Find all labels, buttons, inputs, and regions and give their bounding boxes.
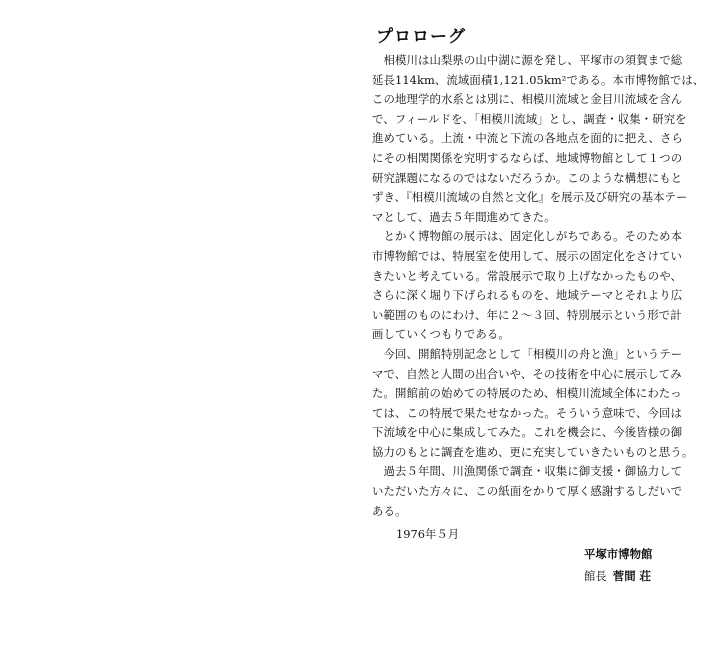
body-text-line: いただいた方々に、この紙面をかりて厚く感謝するしだいで (372, 484, 683, 499)
body-text-line: た。開館前の始めての特展のため、相模川流域全体にわたっ (372, 386, 682, 401)
body-text-line: 今回、開館特別記念として「相模川の舟と漁」というテー (372, 346, 683, 361)
body-text-line: 延長114km、流域面積1,121.05km²である。本市博物館では、 (372, 72, 705, 87)
page-title: プロローグ (376, 27, 466, 47)
body-text-line: ずき、『相模川流域の自然と文化』を展示及び研究の基本テー (372, 190, 688, 205)
body-text-line: 協力のもとに調査を進め、更に充実していきたいものと思う。 (372, 444, 694, 459)
date-line: 1976年５月 (396, 527, 460, 541)
body-text-line: 市博物館では、特展室を使用して、展示の固定化をさけてい (372, 248, 683, 263)
body-text-line: 画していくつもりである。 (372, 327, 510, 342)
organization-name: 平塚市博物館 (584, 547, 653, 561)
body-text-line: で、フィールドを、「相模川流域」とし、調査・収集・研究を (372, 111, 687, 126)
body-text-line: とかく博物館の展示は、固定化しがちである。そのため本 (372, 229, 683, 244)
signature-name: 菅間 荘 (612, 569, 651, 583)
body-text-line: きたいと考えている。常設展示で取り上げなかったものや、 (372, 268, 683, 283)
prologue-body (372, 51, 705, 521)
body-text-line: い範囲のものにわけ、年に２～３回、特別展示という形で計 (372, 307, 682, 322)
signature-line (584, 568, 651, 584)
body-text-line: ある。 (372, 503, 407, 518)
signature-title: 館長 (584, 569, 607, 583)
body-text-line: マとして、過去５年間進めてきた。 (372, 209, 556, 224)
body-text-line: マで、自然と人間の出合いや、その技術を中心に展示してみ (372, 366, 682, 381)
body-text-line: ては、この特展で果たせなかった。そういう意味で、今回は (372, 405, 683, 420)
body-text-line: 相模川は山梨県の山中湖に源を発し、平塚市の須賀まで総 (372, 53, 683, 67)
body-text-line: 過去５年間、川漁関係で調査・収集に御支援・御協力して (372, 464, 683, 479)
body-text-line: さらに深く堀り下げられるものを、地域テーマとそれより広 (372, 288, 683, 303)
body-text-line: 下流域を中心に集成してみた。これを機会に、今後皆様の御 (372, 425, 683, 440)
body-text-line: この地理学的水系とは別に、相模川流域と金目川流域を含ん (372, 92, 683, 107)
body-text-line: 研究課題になるのではないだろうか。このような構想にもと (372, 170, 683, 185)
body-text-line: にその相関関係を究明するならば、地域博物館として１つの (372, 150, 683, 165)
body-text-line: 進めている。上流・中流と下流の各地点を面的に把え、さら (372, 131, 683, 146)
